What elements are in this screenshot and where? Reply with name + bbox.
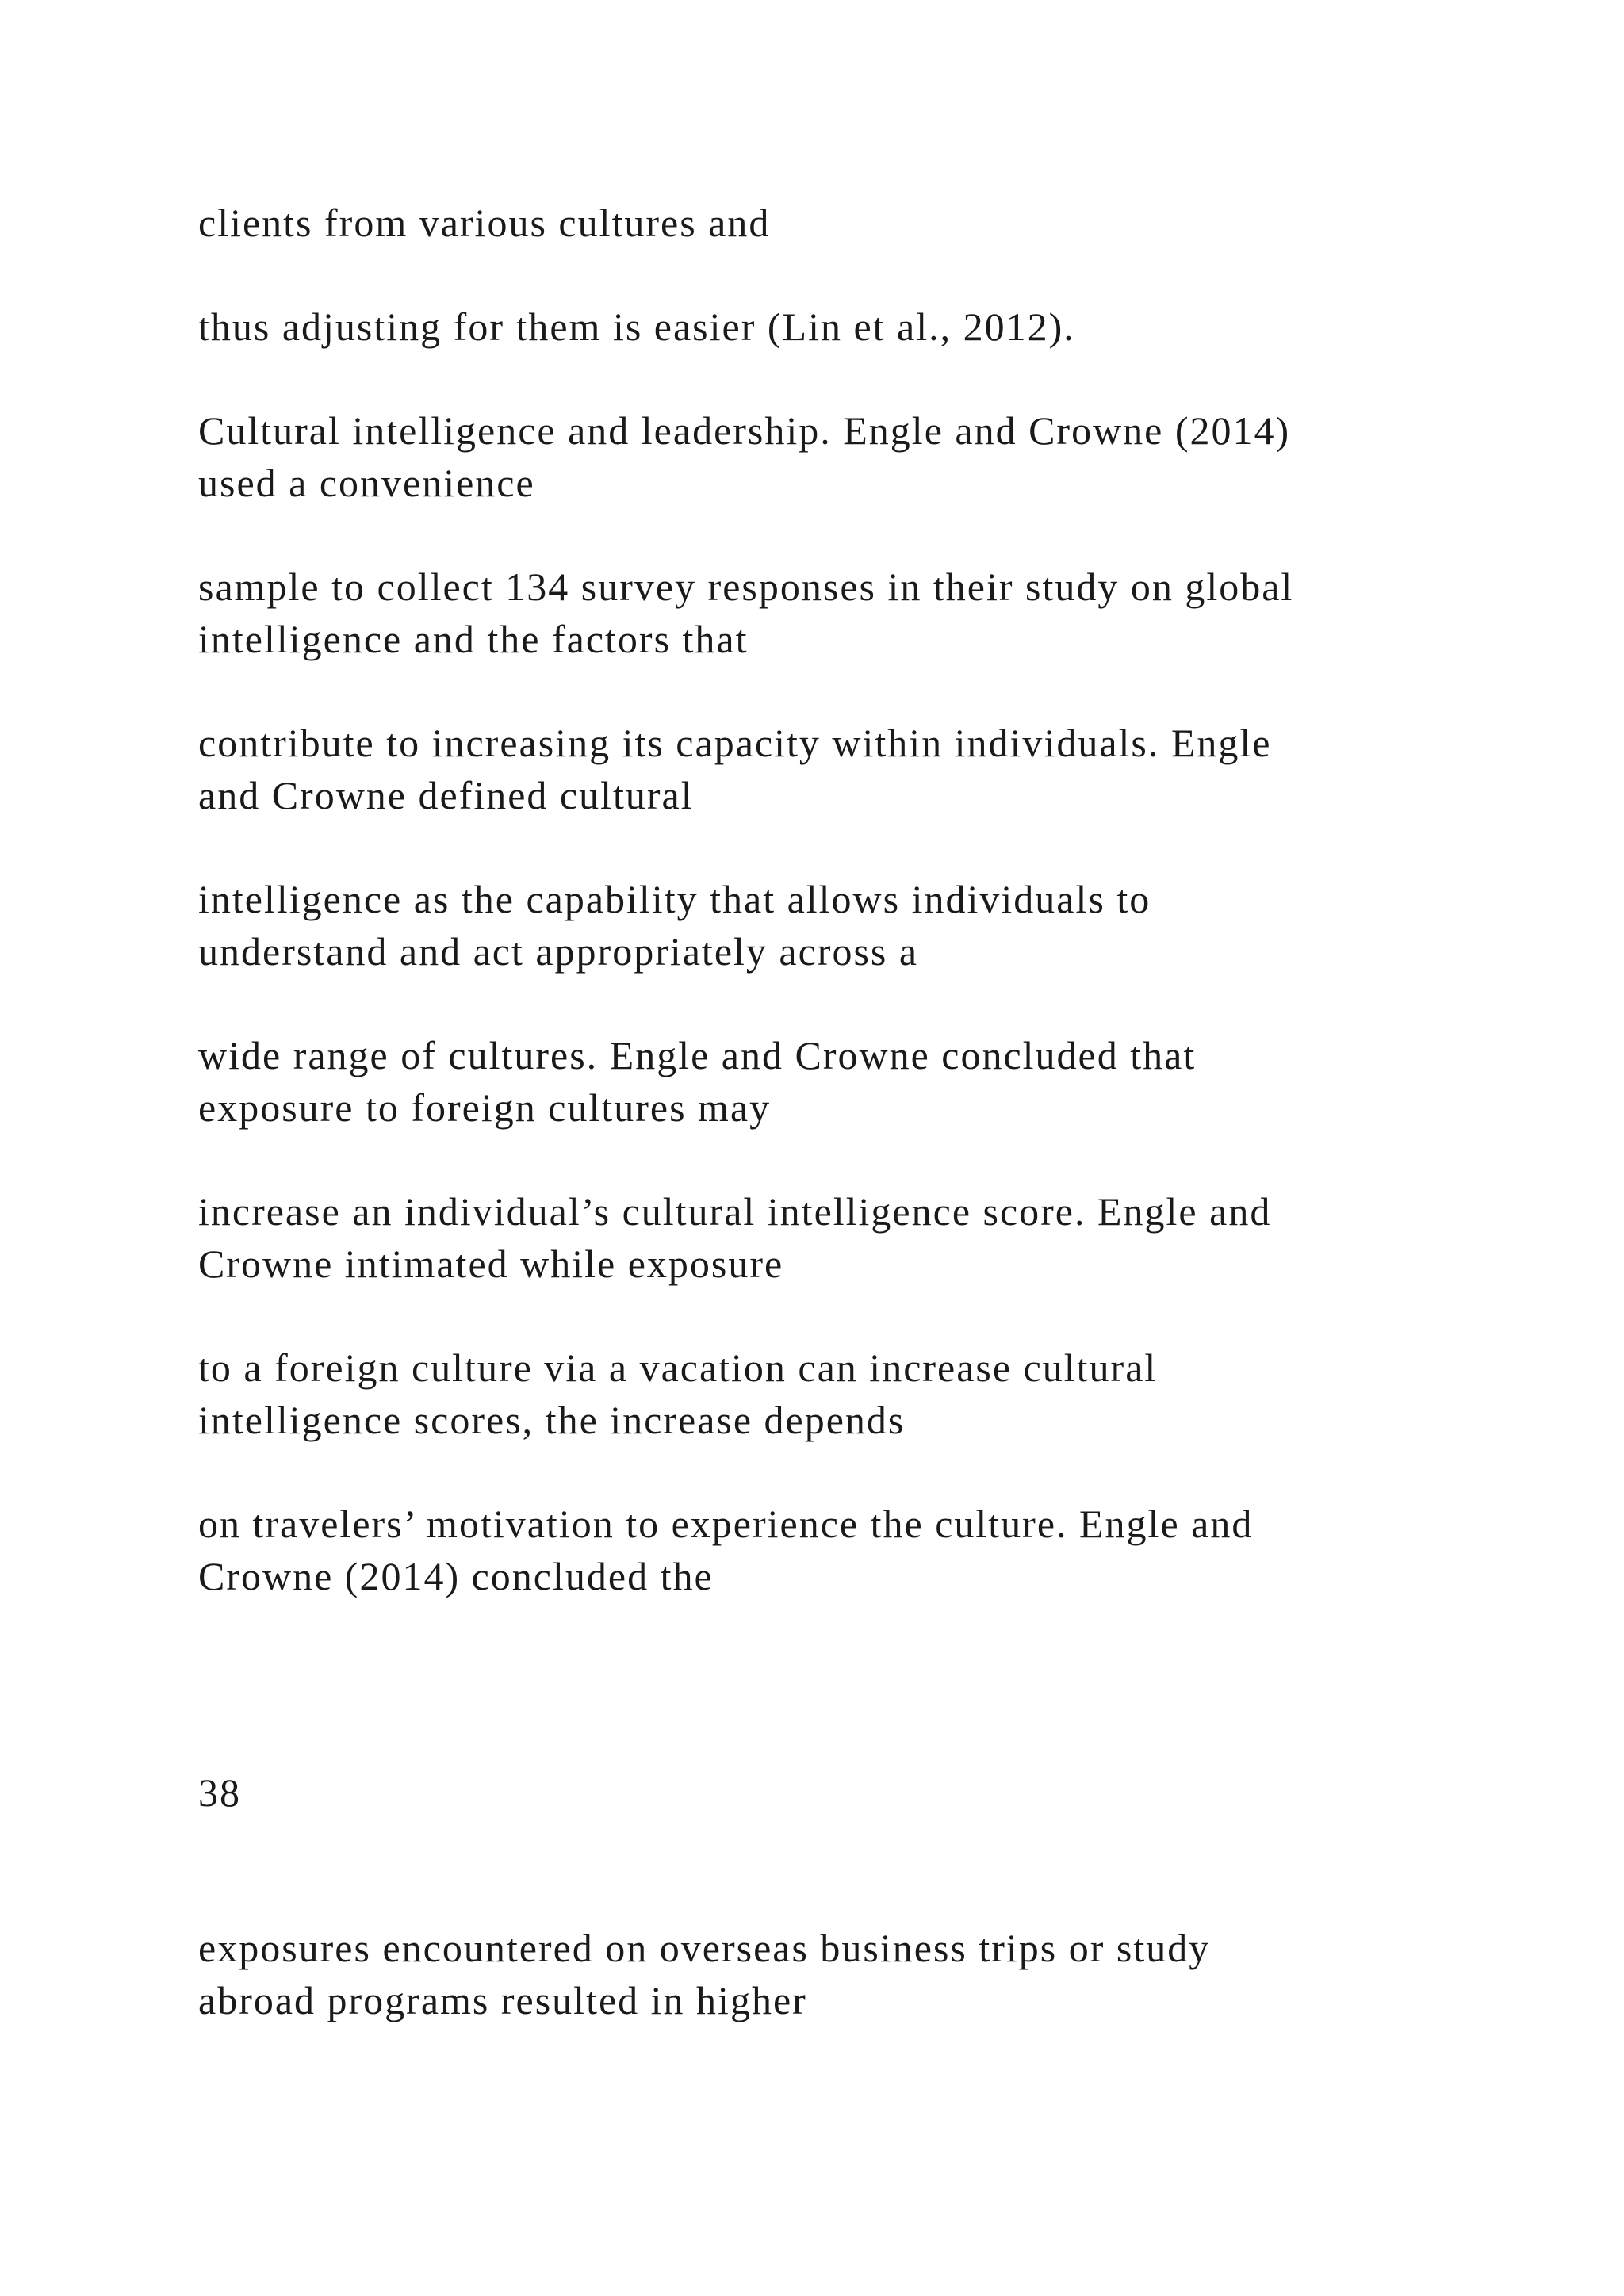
text-line: understand and act appropriately across a [198,929,919,974]
text-line: wide range of cultures. Engle and Crowne concluded that [198,1033,1197,1077]
text-block-1 [198,197,1435,249]
text-line: thus adjusting for them is easier (Lin et al., 2012). [198,304,1075,349]
text-line: intelligence and the factors that [198,617,749,661]
text-line: abroad programs resulted in higher [198,1978,807,2022]
text-line: intelligence scores, the increase depends [198,1398,906,1442]
text-line: Cultural intelligence and leadership. Engle and Crowne (2014) [198,408,1291,453]
text-block-10 [198,1498,1435,1602]
text-block-4 [198,561,1435,665]
page-number: 38 [198,1770,241,1815]
text-block-11 [198,1922,1435,2026]
text-line: increase an individual’s cultural intelligence score. Engle and [198,1189,1272,1234]
text-line: used a convenience [198,461,535,505]
text-line: on travelers’ motivation to experience the culture. Engle and [198,1502,1254,1546]
text-line: exposures encountered on overseas business trips or study [198,1926,1211,1970]
text-block-9 [198,1341,1435,1446]
text-block-7 [198,1029,1435,1134]
text-block-3 [198,404,1435,509]
text-line: clients from various cultures and [198,201,771,245]
text-block-6 [198,873,1435,978]
text-block-5 [198,717,1435,821]
text-line: Crowne intimated while exposure [198,1242,784,1286]
text-line: exposure to foreign cultures may [198,1085,772,1130]
text-line: intelligence as the capability that allows individuals to [198,877,1151,921]
text-line: Crowne (2014) concluded the [198,1554,714,1598]
text-block-8 [198,1185,1435,1290]
text-line: contribute to increasing its capacity within individuals. Engle [198,721,1272,765]
text-line: and Crowne defined cultural [198,773,694,817]
text-line: to a foreign culture via a vacation can increase cultural [198,1345,1158,1390]
text-line: sample to collect 134 survey responses in their study on global [198,564,1294,609]
text-block-2 [198,300,1435,353]
